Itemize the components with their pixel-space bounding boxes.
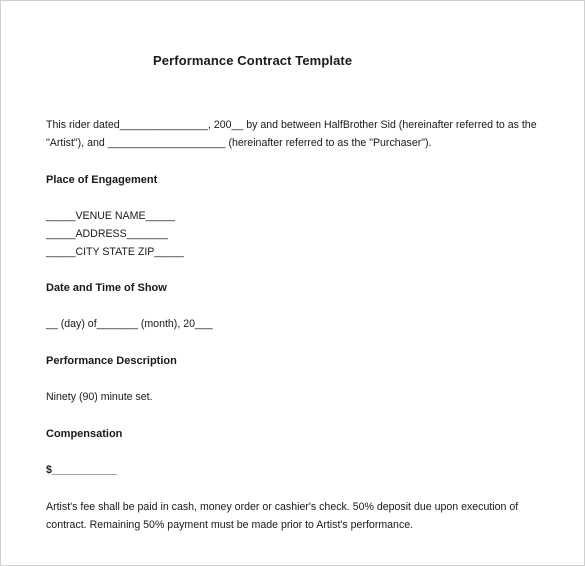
payment-terms-line-1: Artist's fee shall be paid in cash, money order or cashier's check. 50% deposit due upon execution of: [46, 501, 519, 513]
document-title: Performance Contract Template: [153, 53, 353, 68]
intro-line-1: This rider dated_______________, 200__ by and between HalfBrother Sid (hereinafter referred to as the: [46, 119, 537, 131]
performance-heading: Performance Description: [46, 355, 177, 367]
datetime-heading: Date and Time of Show: [46, 282, 167, 294]
venue-name-line: _____VENUE NAME_____: [46, 210, 175, 222]
address-line: _____ADDRESS_______: [46, 228, 168, 240]
payment-terms-line-2: contract. Remaining 50% payment must be made prior to Artist's performance.: [46, 519, 414, 531]
city-state-zip-line: _____CITY STATE ZIP_____: [46, 246, 184, 258]
intro-line-2: "Artist"), and ____________________ (hereinafter referred to as the "Purchaser").: [46, 137, 432, 149]
datetime-line: __ (day) of_______ (month), 20___: [46, 318, 213, 330]
engagement-heading: Place of Engagement: [46, 174, 158, 186]
compensation-amount: $___________: [46, 464, 117, 476]
performance-line: Ninety (90) minute set.: [46, 391, 153, 403]
compensation-heading: Compensation: [46, 428, 123, 440]
